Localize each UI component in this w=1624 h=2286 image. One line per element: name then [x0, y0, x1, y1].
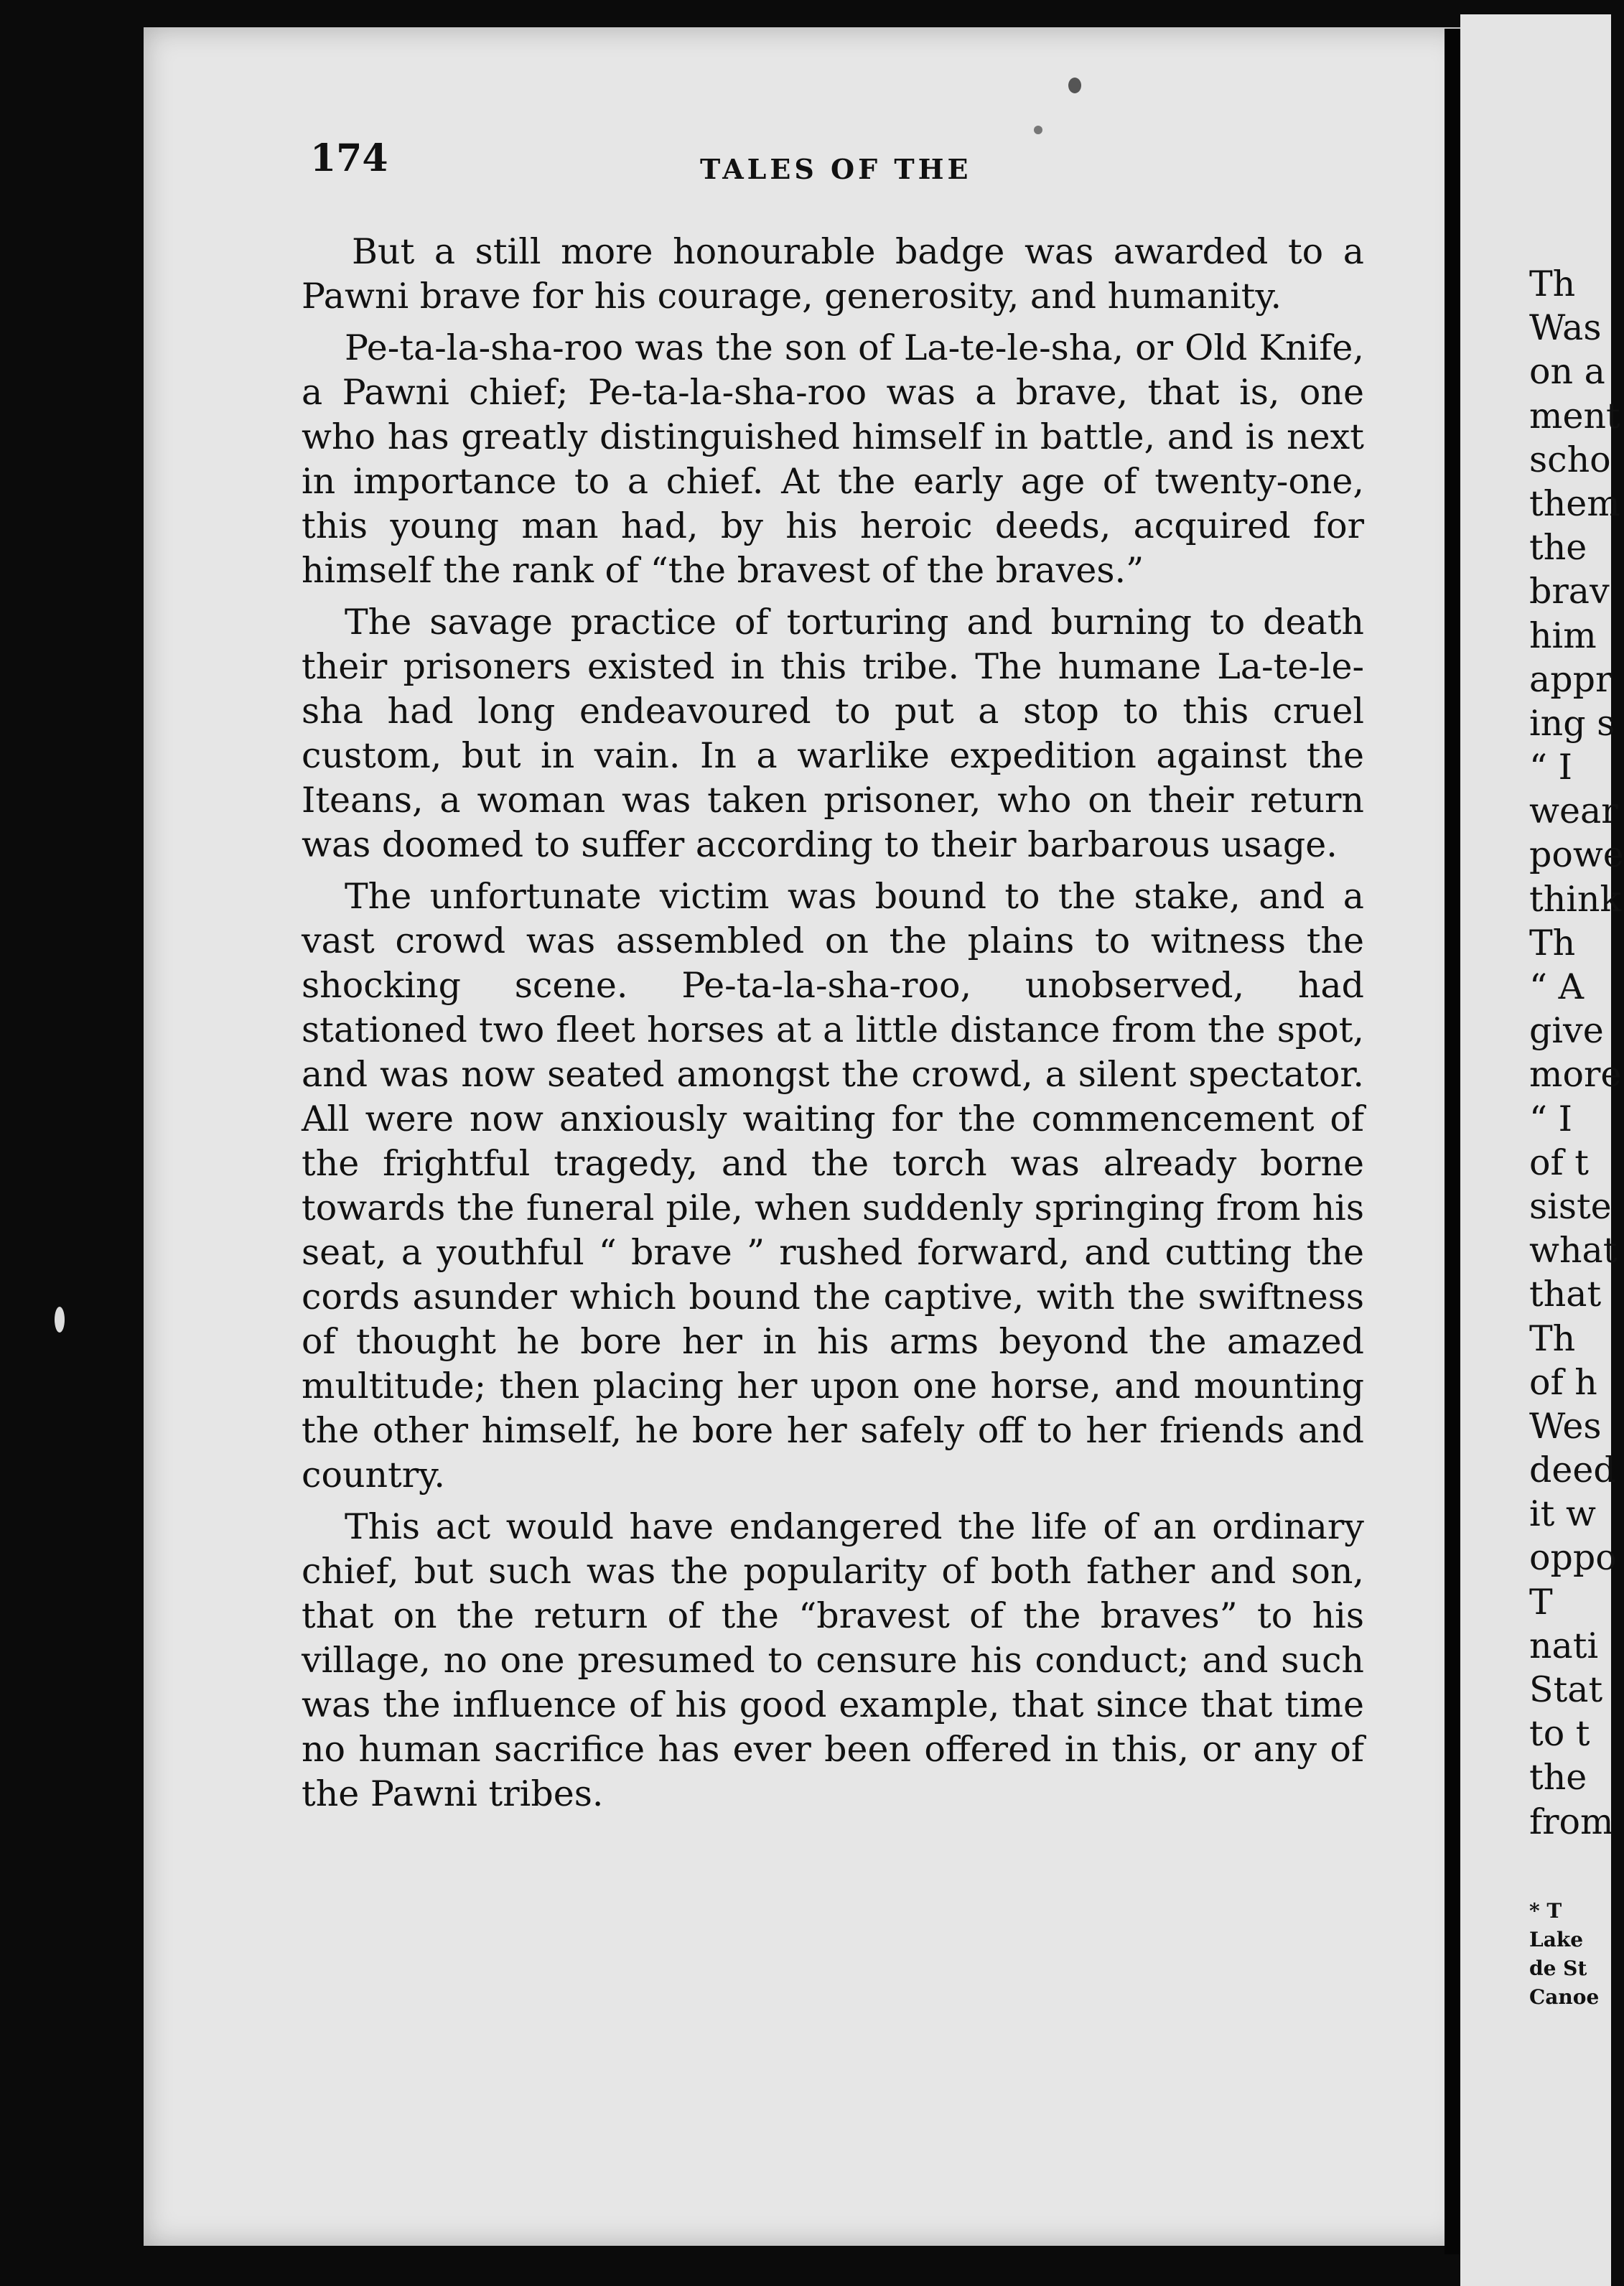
footnote-line: Lake: [1529, 1928, 1584, 1951]
facing-line: Th: [1529, 922, 1576, 964]
ink-speck: [1068, 78, 1081, 93]
facing-line: powe: [1529, 834, 1624, 876]
facing-line: wear: [1529, 790, 1618, 832]
paragraph: Pe-ta-la-sha-roo was the son of La-te-le-sha, or Old Knife, a Pawni chief; Pe-ta-la-sha-roo was a brave, that is, one who has greatly distinguished himself in battle, and is next in importance to a chief. At the early age of twenty-one, this young man had, by his heroic deeds, acquired for himself the rank of “the bravest of the braves.”: [302, 327, 1364, 591]
facing-line: brav: [1529, 571, 1610, 612]
footnote-line: Canoe: [1529, 1985, 1600, 2009]
facing-line: them: [1529, 482, 1620, 524]
facing-line: ing s: [1529, 702, 1615, 744]
facing-line: him: [1529, 615, 1597, 656]
facing-line: T: [1529, 1581, 1553, 1623]
facing-line: of h: [1529, 1361, 1597, 1403]
facing-line: the: [1529, 527, 1587, 569]
facing-line: on a: [1529, 351, 1605, 393]
facing-line: to t: [1529, 1713, 1590, 1755]
footnote-line: de St: [1529, 1956, 1587, 1980]
facing-line: give: [1529, 1010, 1604, 1052]
body-text: [302, 230, 1364, 1824]
facing-line: Th: [1529, 1317, 1576, 1359]
facing-line: more: [1529, 1054, 1622, 1096]
facing-line: nati: [1529, 1625, 1599, 1666]
running-head: TALES OF THE: [700, 153, 972, 185]
facing-line: “ I: [1529, 747, 1572, 788]
facing-line: it w: [1529, 1493, 1596, 1535]
facing-page: [1460, 14, 1624, 2286]
paragraph: The savage practice of torturing and burning to death their prisoners existed in this tribe. The humane La-te-le-sha had long endeavoured to put a stop to this cruel custom, but in vain. In a warlike expedition against the Iteans, a woman was taken prisoner, who on their return was doomed to suffer according to their barbarous usage.: [302, 602, 1364, 865]
page-number: 174: [310, 136, 388, 180]
facing-line: from: [1529, 1801, 1614, 1842]
facing-line: Was: [1529, 307, 1602, 349]
facing-line: what: [1529, 1230, 1618, 1272]
paragraph: This act would have endangered the life of an ordinary chief, but such was the popularity of both father and son, that on the return of the “bravest of the braves” to his village, no one presumed to censure his conduct; and such was the influence of his good example, that since that time no human sacrifice has ever been offered in this, or any of the Pawni tribes.: [302, 1506, 1364, 1814]
facing-line: the: [1529, 1757, 1587, 1799]
facing-line: Wes: [1529, 1405, 1602, 1447]
facing-line: scho: [1529, 439, 1611, 480]
facing-line: appr: [1529, 658, 1613, 700]
facing-line: siste: [1529, 1185, 1612, 1227]
facing-line: Th: [1529, 263, 1576, 304]
paragraph: The unfortunate victim was bound to the stake, and a vast crowd was assembled on the plains to witness the shocking scene. Pe-ta-la-sha-roo, unobserved, had stationed two fleet horses at a little distance from the spot, and was now seated amongst the crowd, a silent spectator. All were now anxiously waiting for the commencement of the frightful tragedy, and the torch was already borne towards the funeral pile, when suddenly springing from his seat, a youthful “ brave ” rushed forward, and cutting the cords asunder which bound the captive, with the swiftness of thought he bore her in his arms beyond the amazed multitude; then placing her upon one horse, and mounting the other himself, he bore her safely off to her friends and country.: [302, 876, 1364, 1496]
ink-speck: [1034, 126, 1042, 134]
facing-line: think: [1529, 878, 1622, 920]
facing-line: oppo: [1529, 1537, 1617, 1579]
facing-line: Stat: [1529, 1669, 1603, 1710]
facing-page-text: [1529, 262, 1624, 1844]
footnote-line: * T: [1529, 1899, 1562, 1923]
facing-line: “ A: [1529, 966, 1585, 1007]
ink-speck: [55, 1307, 65, 1333]
facing-page-footnote: [1529, 1897, 1599, 2012]
facing-line: “ I: [1529, 1098, 1572, 1139]
book-gutter: [1445, 29, 1460, 2254]
facing-line: deed: [1529, 1450, 1616, 1491]
facing-line: ment: [1529, 395, 1620, 437]
facing-line: of t: [1529, 1142, 1589, 1183]
facing-line: that: [1529, 1274, 1602, 1315]
paragraph: But a still more honourable badge was awarded to a Pawni brave for his courage, generosity, and humanity.: [302, 231, 1364, 317]
